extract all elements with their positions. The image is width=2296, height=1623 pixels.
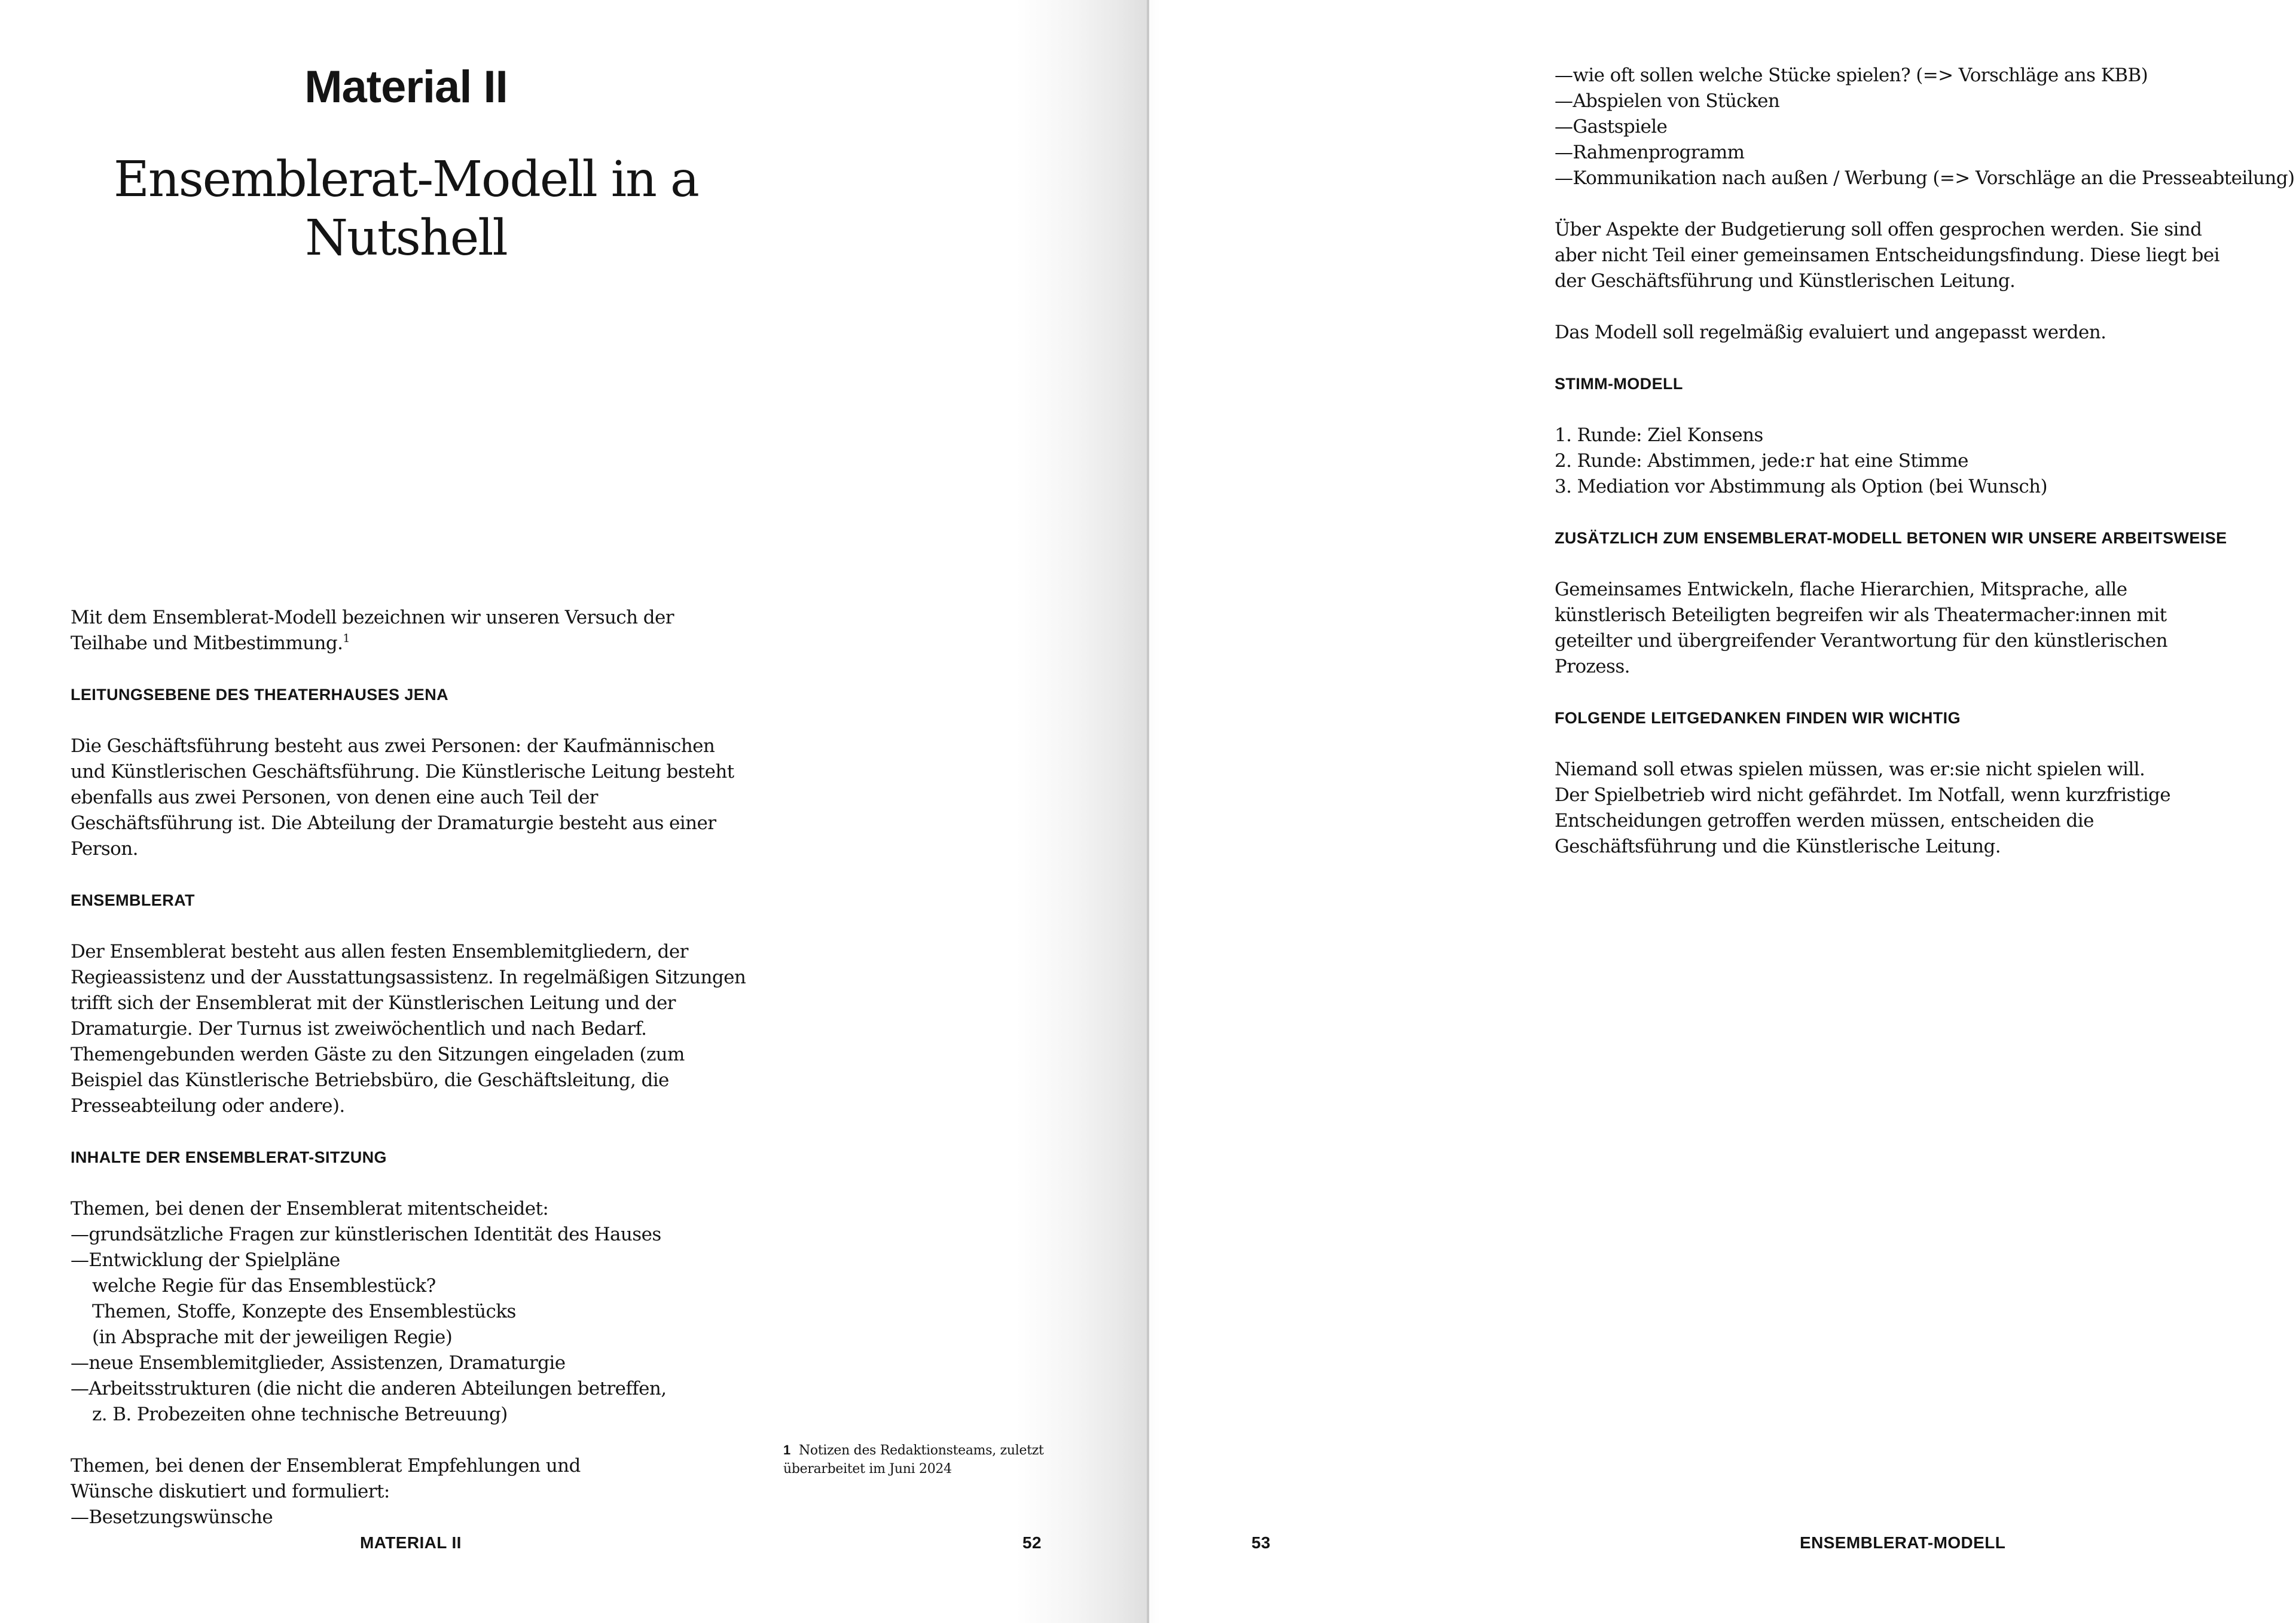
list-item: welche Regie für das Ensemblestück?: [92, 1275, 436, 1297]
left-text-column: [71, 605, 746, 1530]
intro-text: Mit dem Ensemblerat-Modell bezeichnen wir unseren Versuch der Teilhabe und Mitbestimmung.: [71, 607, 674, 654]
list-item: —Besetzungswünsche: [71, 1506, 273, 1528]
list-item: Themen, Stoffe, Konzepte des Ensemblestücks: [92, 1301, 516, 1322]
budget-paragraph: Über Aspekte der Budgetierung soll offen gesprochen werden. Sie sind aber nicht Teil einer gemeinsamen Entscheidungsfindung. Diese liegt bei der Geschäftsführung und Künstlerischen Leitung.: [1555, 219, 2219, 292]
page-subtitle: Ensemblerat-Modell in a Nutshell: [114, 151, 698, 267]
section-heading-arbeitsweise: ZUSÄTZLICH ZUM ENSEMBLERAT-MODELL BETONEN WIR UNSERE ARBEITSWEISE: [1555, 529, 2227, 547]
section-heading-leitungsebene: LEITUNGSEBENE DES THEATERHAUSES JENA: [71, 686, 448, 704]
list-item: —Abspielen von Stücken: [1555, 90, 1780, 112]
section-body-leitungsebene: Die Geschäftsführung besteht aus zwei Personen: der Kaufmännischen und Künstlerischen Geschäftsführung. Die Künstlerische Leitung besteht ebenfalls aus zwei Personen, von denen eine auch Teil der Geschäftsführung ist. Die Abteilung der Dramaturgie besteht aus einer Person.: [71, 735, 734, 860]
intro-paragraph: [71, 605, 746, 656]
right-page-number: 53: [1251, 1533, 1271, 1552]
evaluation-paragraph: Das Modell soll regelmäßig evaluiert und angepasst werden.: [1555, 322, 2106, 343]
right-text-column: [1555, 63, 2295, 860]
arbeitsweise-paragraph: Gemeinsames Entwickeln, flache Hierarchien, Mitsprache, alle künstlerisch Beteiligten begreifen wir als Theatermacher:innen mit geteilter und übergreifender Verantwortung für den künstlerischen Prozess.: [1555, 579, 2167, 677]
section-heading-stimm-modell: STIMM-MODELL: [1555, 375, 1683, 393]
footnote-number: 1: [783, 1442, 790, 1457]
list-item: Themen, bei denen der Ensemblerat Empfehlungen und: [71, 1455, 581, 1477]
left-page-number: 52: [1022, 1533, 1042, 1552]
footnote: [783, 1441, 1058, 1478]
list-item: —wie oft sollen welche Stücke spielen? (=> Vorschläge ans KBB): [1555, 65, 2148, 86]
section-heading-leitgedanken: FOLGENDE LEITGEDANKEN FINDEN WIR WICHTIG: [1555, 709, 1961, 727]
list-item: —grundsätzliche Fragen zur künstlerischen Identität des Hauses: [71, 1224, 661, 1245]
list-item: —neue Ensemblemitglieder, Assistenzen, Dramaturgie: [71, 1352, 566, 1374]
list-item: Themen, bei denen der Ensemblerat mitentscheidet:: [71, 1198, 549, 1219]
left-running-head: MATERIAL II: [360, 1533, 462, 1552]
leitgedanken-text: [1555, 757, 2233, 860]
page-title: Material II: [304, 62, 508, 112]
leitgedanke-line: Der Spielbetrieb wird nicht gefährdet. Im Notfall, wenn kurzfristige Entscheidungen getroffen werden müssen, entscheiden die Geschäftsführung und die Künstlerische Leitung.: [1555, 784, 2171, 857]
footnote-text: Notizen des Redaktionsteams, zuletzt überarbeitet im Juni 2024: [783, 1443, 1044, 1477]
list-item: —Arbeitsstrukturen (die nicht die anderen Abteilungen betreffen,: [71, 1378, 667, 1399]
list-item: 2. Runde: Abstimmen, jede:r hat eine Stimme: [1555, 450, 1968, 472]
list-item: 3. Mediation vor Abstimmung als Option (bei Wunsch): [1555, 476, 2047, 497]
list-item: z. B. Probezeiten ohne technische Betreuung): [92, 1404, 508, 1425]
list-item: (in Absprache mit der jeweiligen Regie): [92, 1326, 453, 1348]
footnote-reference: 1: [343, 632, 350, 645]
recommendation-topics-list: [71, 1453, 746, 1530]
section-heading-ensemblerat: ENSEMBLERAT: [71, 891, 195, 909]
list-item: 1. Runde: Ziel Konsens: [1555, 424, 1763, 446]
list-item: —Kommunikation nach außen / Werbung (=> Vorschläge an die Presseabteilung): [1555, 167, 2295, 189]
voting-rounds-list: [1555, 423, 2233, 500]
list-item: —Entwicklung der Spielpläne: [71, 1249, 340, 1271]
list-item: Wünsche diskutiert und formuliert:: [71, 1481, 390, 1502]
right-running-head: ENSEMBLERAT-MODELL: [1800, 1533, 2006, 1552]
recommendation-topics-continued: [1555, 63, 2295, 191]
list-item: —Rahmenprogramm: [1555, 142, 1745, 163]
decision-topics-list: [71, 1196, 746, 1428]
leitgedanke-line: Niemand soll etwas spielen müssen, was er:sie nicht spielen will.: [1555, 759, 2145, 780]
list-item: —Gastspiele: [1555, 116, 1668, 137]
section-body-ensemblerat: Der Ensemblerat besteht aus allen festen Ensemblemitgliedern, der Regieassistenz und der Ausstattungsassistenz. In regelmäßigen Sitzungen trifft sich der Ensemblerat mit der Künstlerischen Leitung und der Dramaturgie. Der Turnus ist zweiwöchentlich und nach Bedarf. Themengebunden werden Gäste zu den Sitzungen eingeladen (zum Beispiel das Künstlerische Betriebsbüro, die Geschäftsleitung, die Presseabteilung oder andere).: [71, 941, 746, 1117]
section-heading-inhalte: INHALTE DER ENSEMBLERAT-SITZUNG: [71, 1148, 387, 1166]
book-spine: [1147, 0, 1149, 1623]
